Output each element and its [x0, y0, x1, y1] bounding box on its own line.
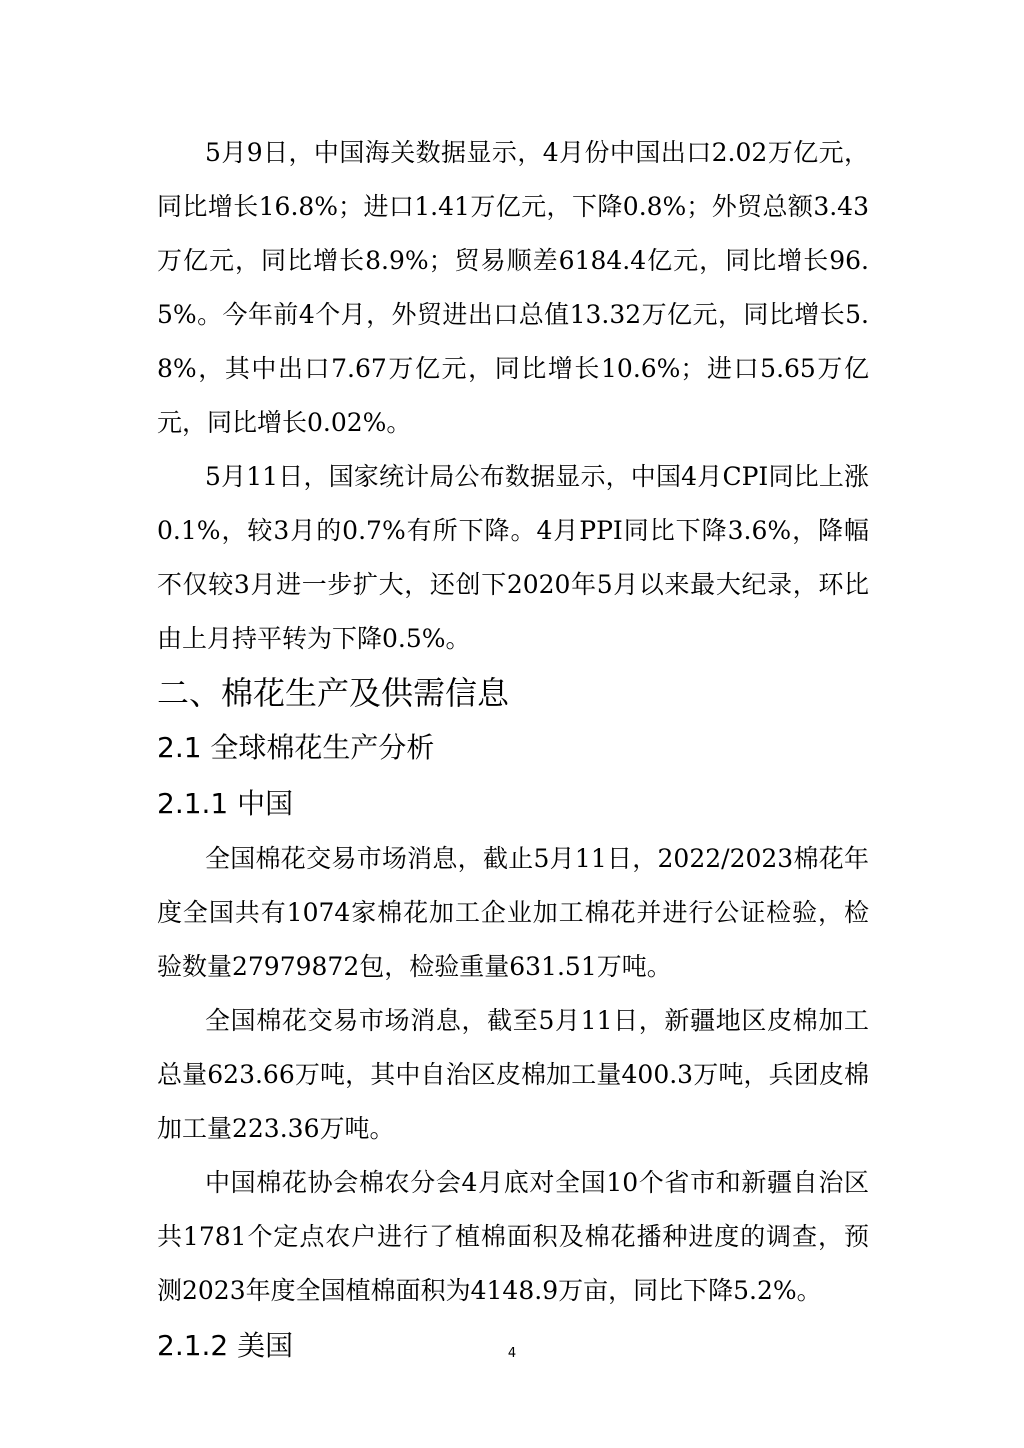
section-title: 二、棉花生产及供需信息 [157, 674, 510, 712]
china-heading: 2.1.1 中国 [157, 787, 294, 820]
paragraph-china-inspection: 全国棉花交易市场消息，截止5月11日，2022/2023棉花年度全国共有1074家棉花加工企业加工棉花并进行公证检验，检验数量27979872包，检验重量631.51万吨。 [157, 844, 869, 981]
page-number: 4 [507, 1346, 517, 1361]
paragraph-planting-area: 中国棉花协会棉农分会4月底对全国10个省市和新疆自治区共1781个定点农户进行了植棉面积及棉花播种进度的调查，预测2023年度全国植棉面积为4148.9万亩，同比下降5.2%。 [157, 1168, 869, 1305]
usa-heading: 2.1.2 美国 [157, 1329, 294, 1362]
paragraph-trade-data: 5月9日，中国海关数据显示，4月份中国出口2.02万亿元，同比增长16.8%；进口1.41万亿元，下降0.8%；外贸总额3.43万亿元，同比增长8.9%；贸易顺差6184.4亿元，同比增长96.5%。今年前4个月，外贸进出口总值13.32万亿元，同比增长5.8%，其中出口7.67万亿元，同比增长10.6%；进口5.65万亿元，同比增长0.02%。 [157, 138, 869, 437]
page-content [157, 126, 869, 1374]
paragraph-xinjiang-processing: 全国棉花交易市场消息，截至5月11日，新疆地区皮棉加工总量623.66万吨，其中自治区皮棉加工量400.3万吨，兵团皮棉加工量223.36万吨。 [157, 1006, 869, 1143]
paragraph-cpi-ppi: 5月11日，国家统计局公布数据显示，中国4月CPI同比上涨0.1%，较3月的0.7%有所下降。4月PPI同比下降3.6%，降幅不仅较3月进一步扩大，还创下2020年5月以来最大纪录，环比由上月持平转为下降0.5%。 [157, 462, 869, 653]
subsection-title: 2.1 全球棉花生产分析 [157, 731, 435, 764]
